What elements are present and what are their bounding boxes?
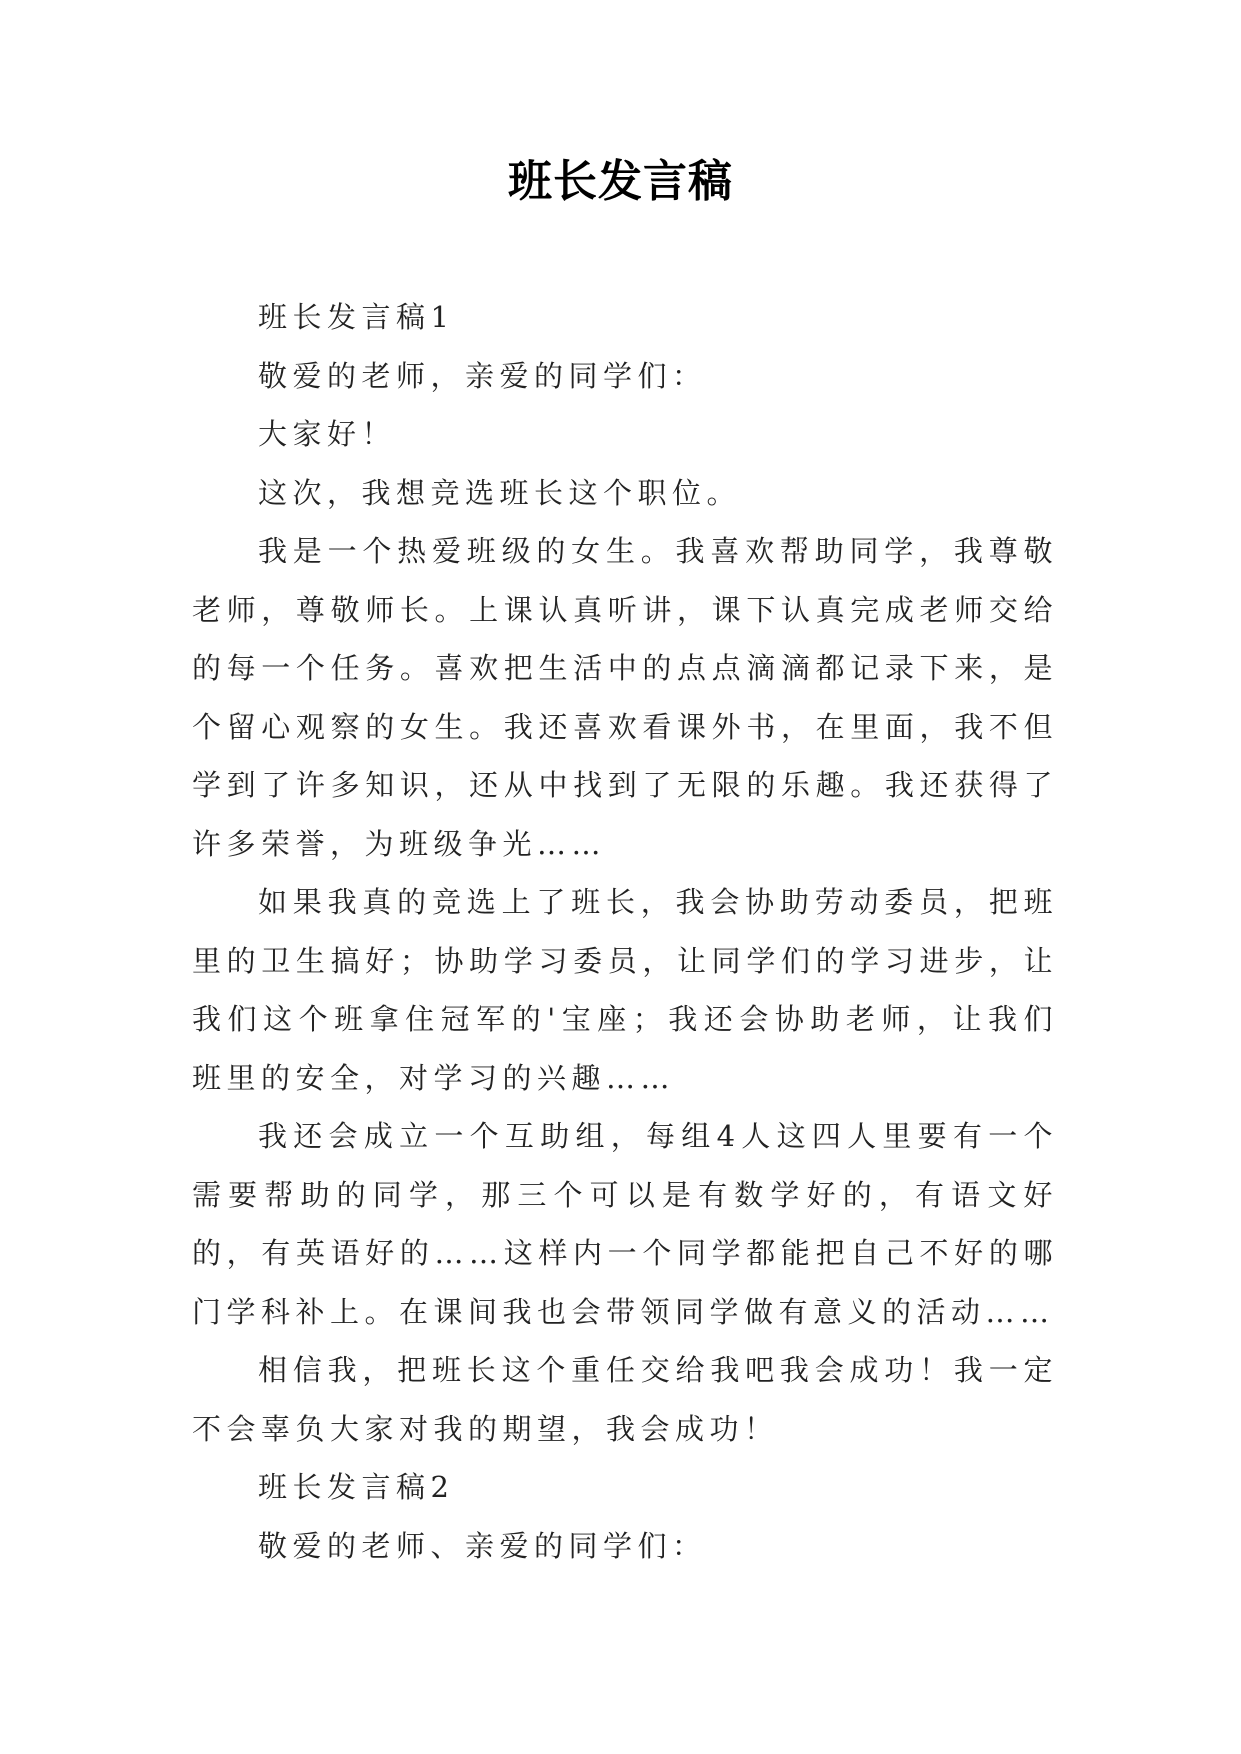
paragraph: 我还会成立一个互助组，每组4人这四人里要有一个需要帮助的同学，那三个可以是有数学好的，有语文好的，有英语好的……这样内一个同学都能把自己不好的哪门学科补上。在课间我也会带领同学做有意义的活动……: [192, 1119, 1058, 1329]
paragraph: 这次，我想竞选班长这个职位。: [258, 475, 742, 510]
greeting: 大家好！: [258, 417, 397, 451]
document-title: 班长发言稿: [508, 156, 733, 207]
salutation: 敬爱的老师、亲爱的同学们：: [258, 1528, 707, 1563]
paragraph: 如果我真的竞选上了班长，我会协助劳动委员，把班里的卫生搞好；协助学习委员，让同学们的学习进步，让我们这个班拿住冠军的'宝座；我还会协助老师，让我们班里的安全，对学习的兴趣……: [192, 885, 1058, 1095]
paragraph: 我是一个热爱班级的女生。我喜欢帮助同学，我尊敬老师，尊敬师长。上课认真听讲，课下认真完成老师交给的每一个任务。喜欢把生活中的点点滴滴都记录下来，是个留心观察的女生。我还喜欢看课外书，在里面，我不但学到了许多知识，还从中找到了无限的乐趣。我还获得了许多荣誉，为班级争光……: [192, 534, 1058, 861]
document-body: [192, 288, 1058, 1575]
section-heading: 班长发言稿1: [258, 300, 455, 334]
section-heading: 班长发言稿2: [258, 1470, 455, 1504]
paragraph: 相信我，把班长这个重任交给我吧我会成功！我一定不会辜负大家对我的期望，我会成功！: [192, 1353, 1058, 1446]
salutation: 敬爱的老师，亲爱的同学们：: [258, 358, 707, 393]
